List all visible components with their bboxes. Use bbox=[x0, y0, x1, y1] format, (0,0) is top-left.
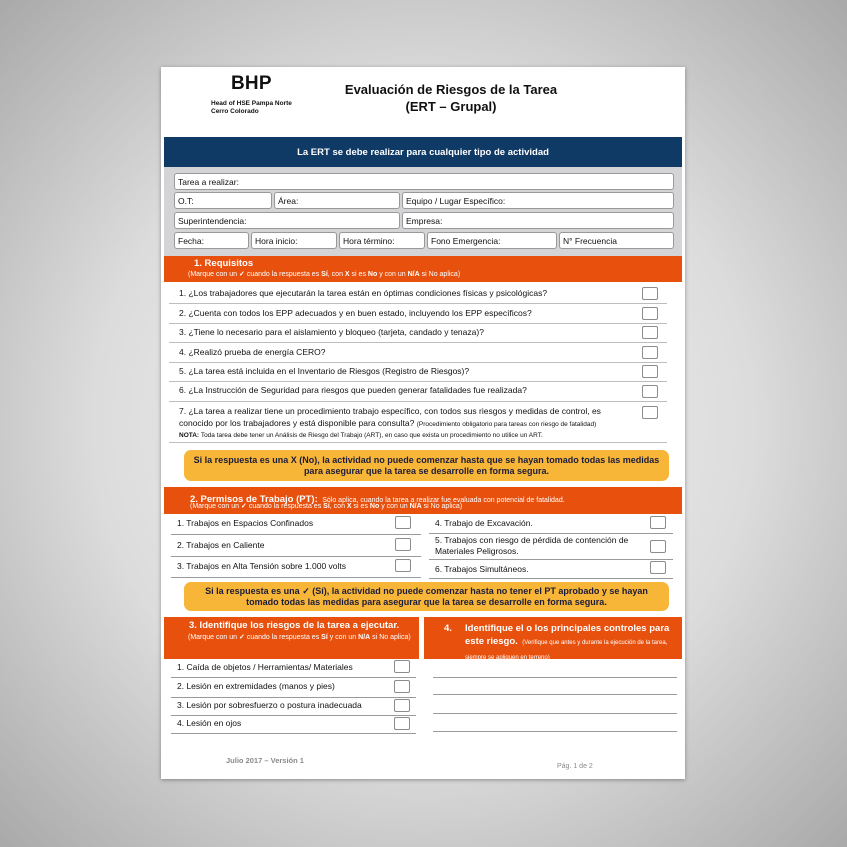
checkmark-icon: ✓ bbox=[238, 271, 245, 278]
field-hora-termino-label: Hora término: bbox=[343, 236, 395, 246]
question-7-text: conocido por los trabajadores y está disponible para consulta? bbox=[179, 418, 415, 428]
instr-x: X bbox=[346, 503, 352, 510]
field-fecha-label: Fecha: bbox=[178, 236, 204, 246]
answer-checkbox[interactable] bbox=[642, 365, 658, 378]
checkmark-icon: ✓ bbox=[238, 634, 245, 641]
warning-box-2 bbox=[184, 582, 669, 611]
field-fecha[interactable] bbox=[174, 232, 249, 249]
general-info-form bbox=[164, 167, 682, 256]
instr-x: X bbox=[344, 271, 350, 278]
title-line-2: (ERT – Grupal) bbox=[405, 99, 497, 114]
field-ot-label: O.T: bbox=[178, 196, 194, 206]
instr-si: Sí bbox=[323, 503, 330, 510]
document-page bbox=[161, 67, 685, 779]
control-entry-line[interactable] bbox=[433, 677, 677, 678]
divider bbox=[171, 733, 416, 734]
permit-item: 1. Trabajos en Espacios Confinados bbox=[177, 518, 314, 528]
section-2-instructions bbox=[190, 502, 462, 510]
permit-checkbox[interactable] bbox=[650, 516, 666, 529]
permit-item: 4. Trabajo de Excavación. bbox=[435, 518, 533, 528]
question-text: 6. ¿La Instrucción de Seguridad para riesgos que pueden generar fatalidades fue realizada? bbox=[179, 385, 527, 395]
instr-na: N/A bbox=[409, 503, 422, 510]
field-ot[interactable] bbox=[174, 192, 272, 209]
answer-checkbox[interactable] bbox=[642, 287, 658, 300]
section-1-header bbox=[164, 256, 682, 282]
risk-checkbox[interactable] bbox=[394, 680, 410, 693]
field-area[interactable] bbox=[274, 192, 400, 209]
divider bbox=[171, 556, 421, 557]
risk-checkbox[interactable] bbox=[394, 660, 410, 673]
risk-item: 1. Caída de objetos / Herramientas/ Materiales bbox=[177, 662, 353, 672]
risk-checkbox[interactable] bbox=[394, 717, 410, 730]
document-title bbox=[301, 81, 601, 115]
field-hora-termino[interactable] bbox=[339, 232, 425, 249]
instr-text: (Marque con un bbox=[188, 271, 238, 278]
section-3-header bbox=[164, 617, 419, 659]
answer-checkbox[interactable] bbox=[642, 385, 658, 398]
checkmark-icon: ✓ bbox=[240, 503, 247, 510]
section-4-sub: (Verifique que antes y durante la ejecución de la tarea, siempre se apliquen en terreno) bbox=[465, 640, 668, 661]
field-frecuencia-label: N° Frecuencia bbox=[563, 236, 617, 246]
question-row bbox=[169, 284, 667, 304]
field-fono-emergencia[interactable] bbox=[427, 232, 557, 249]
question-7-line-1: 7. ¿La tarea a realizar tiene un procedimiento trabajo específico, con todos sus riesgos y medidas de control, es bbox=[179, 406, 601, 416]
instr-text: cuando la respuesta es bbox=[248, 503, 322, 510]
instr-text: No aplica) bbox=[379, 634, 411, 641]
question-text: 4. ¿Realizó prueba de energía CERO? bbox=[179, 347, 326, 357]
section-4-number: 4. bbox=[444, 623, 452, 634]
question-row bbox=[169, 323, 667, 343]
field-frecuencia[interactable] bbox=[559, 232, 674, 249]
instr-text: si No aplica) bbox=[421, 271, 461, 278]
checkmark-icon: ✓ bbox=[302, 585, 310, 596]
banner bbox=[164, 137, 682, 167]
instr-text: y con un bbox=[329, 634, 357, 641]
permit-checkbox[interactable] bbox=[650, 561, 666, 574]
control-entry-line[interactable] bbox=[433, 713, 677, 714]
permit-item: 6. Trabajos Simultáneos. bbox=[435, 564, 529, 574]
divider bbox=[171, 534, 421, 535]
question-7-note: (Procedimiento obligatorio para tareas con riesgo de fatalidad) bbox=[416, 421, 597, 428]
warning-1-text: Si la respuesta es una X (No), la actividad no puede comenzar hasta que se hayan tomado todas las medidas para asegurar que la tarea se desarrolle en forma segura. bbox=[193, 454, 660, 476]
section-2-title-note: Sólo aplica, cuando la tarea a realizar fue evaluada con potencial de fatalidad. bbox=[322, 497, 565, 504]
warning-2-text-a: Si la respuesta es una bbox=[205, 585, 300, 596]
section-3-title: 3. Identifique los riesgos de la tarea a ejecutar. bbox=[189, 620, 400, 631]
field-equipo[interactable] bbox=[402, 192, 674, 209]
section-1-instructions bbox=[188, 270, 460, 278]
field-area-label: Área: bbox=[278, 196, 299, 206]
risk-item: 2. Lesión en extremidades (manos y pies) bbox=[177, 681, 335, 691]
instr-si: Sí bbox=[321, 634, 328, 641]
divider bbox=[171, 715, 416, 716]
control-entry-line[interactable] bbox=[433, 731, 677, 732]
field-equipo-label: Equipo / Lugar Específico: bbox=[406, 196, 506, 206]
control-entry-line[interactable] bbox=[433, 694, 677, 695]
question-text: 3. ¿Tiene lo necesario para el aislamiento y bloqueo (tarjeta, candado y tenaza)? bbox=[179, 327, 484, 337]
question-text: 5. ¿La tarea está incluida en el Inventario de Riesgos (Registro de Riesgos)? bbox=[179, 366, 470, 376]
permit-item: 3. Trabajos en Alta Tensión sobre 1.000 volts bbox=[177, 561, 347, 571]
nota-text: Toda tarea debe tener un Análisis de Riesgo del Trabajo (ART), en caso que exista un procedimiento no utilice un ART. bbox=[200, 432, 543, 439]
logo-subtitle-line-2: Cerro Colorado bbox=[211, 108, 259, 115]
divider bbox=[171, 577, 421, 578]
permit-item: 2. Trabajos en Caliente bbox=[177, 540, 265, 550]
logo-subtitle bbox=[211, 100, 292, 116]
question-row bbox=[169, 343, 667, 363]
bhp-logo: BHP bbox=[231, 73, 272, 94]
instr-no: No bbox=[369, 503, 380, 510]
divider bbox=[429, 533, 673, 534]
instr-text: , con bbox=[329, 503, 345, 510]
instr-text: cuando la respuesta es bbox=[246, 271, 320, 278]
question-row bbox=[169, 381, 667, 402]
instr-no: No bbox=[367, 271, 378, 278]
question-row bbox=[169, 362, 667, 382]
section-4-title: Identifique el o los principales controles para este riesgo. bbox=[465, 623, 670, 647]
footer-version: Julio 2017 – Versión 1 bbox=[226, 756, 304, 765]
banner-text: La ERT se debe realizar para cualquier tipo de actividad bbox=[297, 146, 549, 158]
section-3-instructions bbox=[188, 633, 416, 643]
question-text: 2. ¿Cuenta con todos los EPP adecuados y en buen estado, incluyendo los EPP específicos? bbox=[179, 308, 532, 318]
instr-text: (Marque con un bbox=[188, 634, 238, 641]
divider bbox=[171, 677, 416, 678]
instr-text: si es bbox=[353, 503, 368, 510]
field-fono-label: Fono Emergencia: bbox=[431, 236, 501, 246]
logo-subtitle-line-1: Head of HSE Pampa Norte bbox=[211, 100, 292, 107]
instr-text: y con un bbox=[381, 503, 408, 510]
field-empresa[interactable] bbox=[402, 212, 674, 229]
footer-page-number: Pág. 1 de 2 bbox=[557, 763, 593, 770]
permit-checkbox[interactable] bbox=[650, 540, 666, 553]
instr-si: Sí bbox=[321, 271, 328, 278]
risk-item: 4. Lesión en ojos bbox=[177, 718, 242, 728]
instr-na: N/A bbox=[358, 634, 371, 641]
divider bbox=[429, 578, 673, 579]
permit-checkbox[interactable] bbox=[395, 538, 411, 551]
instr-text: cuando la respuesta es bbox=[246, 634, 320, 641]
nota-label: NOTA: bbox=[179, 432, 200, 439]
instr-text: y con un bbox=[379, 271, 406, 278]
question-text: 1. ¿Los trabajadores que ejecutarán la tarea están en óptimas condiciones físicas y psicológicas? bbox=[179, 288, 548, 298]
instr-na: N/A bbox=[407, 271, 420, 278]
section-4-title-block bbox=[465, 621, 677, 664]
section-2-header bbox=[164, 487, 682, 514]
answer-checkbox[interactable] bbox=[642, 307, 658, 320]
field-superintendencia[interactable] bbox=[174, 212, 400, 229]
instr-text: , con bbox=[327, 271, 343, 278]
risk-checkbox[interactable] bbox=[394, 699, 410, 712]
instr-text: si bbox=[372, 634, 378, 641]
risk-item: 3. Lesión por sobresfuerzo o postura inadecuada bbox=[177, 700, 362, 710]
warning-2-text-b: (Sí), la actividad no puede comenzar hasta no tener el PT aprobado y se hayan tomado todas las medidas para asegurar que la tarea se desarrolle en forma segura. bbox=[246, 585, 648, 607]
permit-checkbox[interactable] bbox=[395, 516, 411, 529]
section-4-header bbox=[424, 617, 682, 659]
question-row bbox=[169, 304, 667, 324]
question-7-line-2 bbox=[179, 417, 641, 431]
answer-checkbox[interactable] bbox=[642, 326, 658, 339]
answer-checkbox[interactable] bbox=[642, 346, 658, 359]
warning-2-text bbox=[190, 586, 663, 608]
answer-checkbox[interactable] bbox=[642, 406, 658, 419]
field-tarea[interactable] bbox=[174, 173, 674, 190]
divider bbox=[429, 559, 673, 560]
section-1-title: 1. Requisitos bbox=[194, 258, 254, 269]
permit-item: 5. Trabajos con riesgo de pérdida de contención de Materiales Peligrosos. bbox=[435, 535, 629, 556]
divider bbox=[171, 697, 416, 698]
instr-text: si es bbox=[351, 271, 366, 278]
title-line-1: Evaluación de Riesgos de la Tarea bbox=[344, 82, 558, 97]
question-row bbox=[169, 401, 667, 443]
field-superintendencia-label: Superintendencia: bbox=[178, 216, 247, 226]
field-empresa-label: Empresa: bbox=[406, 216, 443, 226]
section-2-title: 2. Permisos de Trabajo (PT): bbox=[190, 494, 318, 505]
warning-box-1 bbox=[184, 450, 669, 481]
field-hora-inicio-label: Hora inicio: bbox=[255, 236, 298, 246]
instr-text: si No aplica) bbox=[423, 503, 463, 510]
field-hora-inicio[interactable] bbox=[251, 232, 337, 249]
question-text bbox=[179, 405, 641, 440]
field-tarea-label: Tarea a realizar: bbox=[178, 177, 239, 187]
permit-checkbox[interactable] bbox=[395, 559, 411, 572]
instr-text: (Marque con un bbox=[190, 503, 240, 510]
nota bbox=[179, 431, 641, 440]
